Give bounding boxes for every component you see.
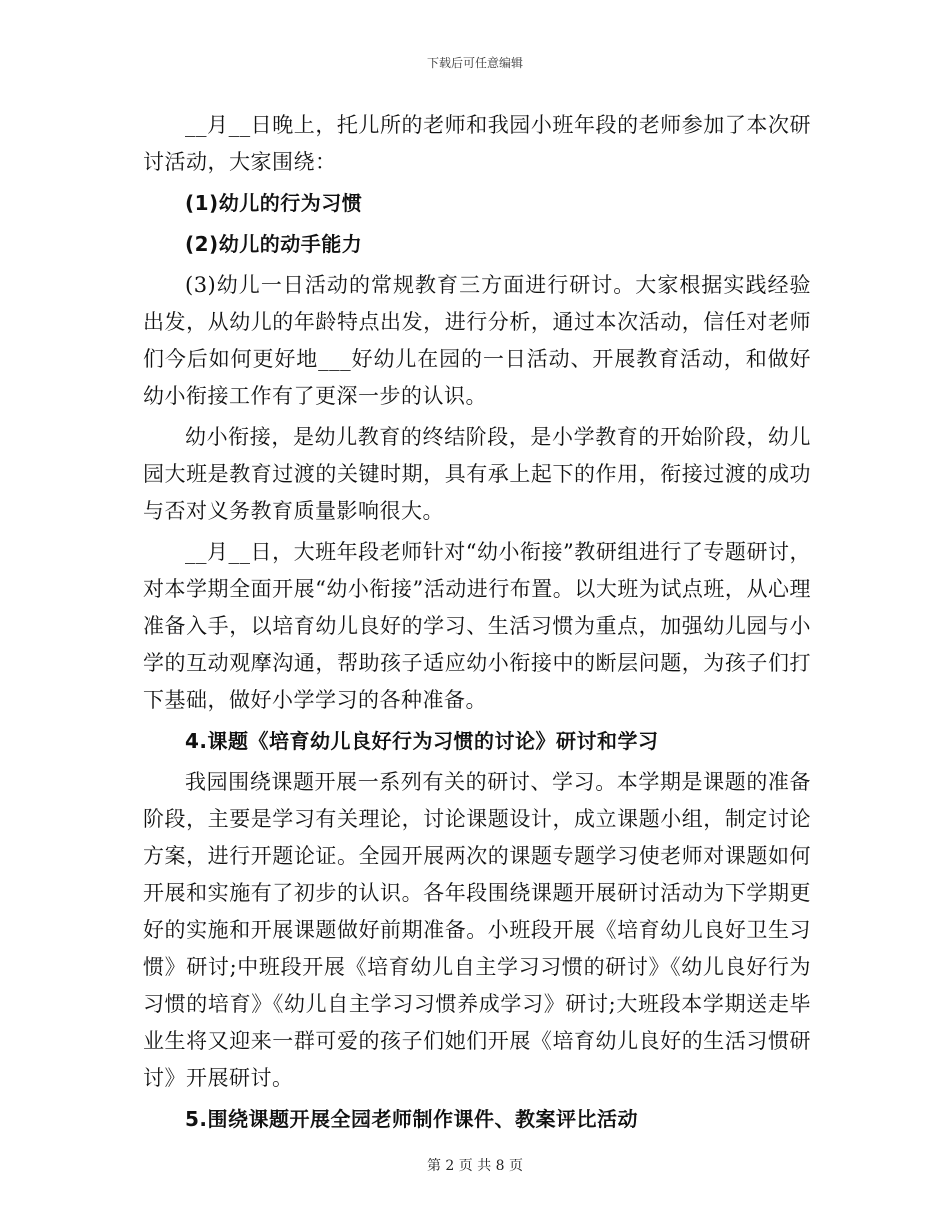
page-footer: 第 2 页 共 8 页 bbox=[426, 1158, 524, 1174]
section-heading-4: 4.课题《培育幼儿良好行为习惯的讨论》研讨和学习 bbox=[185, 729, 659, 753]
section-heading-5: 5.围绕课题开展全园老师制作课件、教案评比活动 bbox=[185, 1107, 639, 1131]
paragraph-intro: __月__日晚上，托儿所的老师和我园小班年段的老师参加了本次研讨活动，大家围绕： bbox=[143, 113, 811, 174]
paragraph-transition-seminar: __月__日，大班年段老师针对“幼小衔接”教研组进行了专题研讨，对本学期全面开展“幼小衔接”活动进行布置。以大班为试点班，从心理准备入手，以培育幼儿良好的学习、生活习惯为重点，加强幼儿园与小学的互动观摩沟通，帮助孩子适应幼小衔接中的断层问题，为孩子们打下基础，做好小学学习的各种准备。 bbox=[143, 540, 811, 712]
page-header: 下载后可任意编辑 bbox=[426, 56, 523, 70]
paragraph-transition: 幼小衔接，是幼儿教育的终结阶段，是小学教育的开始阶段，幼儿园大班是教育过渡的关键时期，具有承上起下的作用，衔接过渡的成功与否对义务教育质量影响很大。 bbox=[143, 425, 811, 523]
document-body bbox=[143, 107, 811, 1142]
paragraph-research-topic: 我园围绕课题开展一系列有关的研讨、学习。本学期是课题的准备阶段，主要是学习有关理论，讨论课题设计，成立课题小组，制定讨论方案，进行开题论证。全园开展两次的课题专题学习使老师对课题如何开展和实施有了初步的认识。各年段围绕课题开展研讨活动为下学期更好的实施和开展课题做好前期准备。小班段开展《培育幼儿良好卫生习惯》研讨;中班段开展《培育幼儿自主学习习惯的研讨》《幼儿良好行为习惯的培育》《幼儿自主学习习惯养成学习》研讨;大班段本学期送走毕业生将又迎来一群可爱的孩子们她们开展《培育幼儿良好的生活习惯研讨》开展研讨。 bbox=[143, 770, 811, 1090]
paragraph-daily-routine: (3)幼儿一日活动的常规教育三方面进行研讨。大家根据实践经验出发，从幼儿的年龄特点出发，进行分析，通过本次活动，信任对老师们今后如何更好地___好幼儿在园的一日活动、开展教育活动，和做好幼小衔接工作有了更深一步的认识。 bbox=[143, 273, 811, 408]
list-item-hands-on-ability: (2)幼儿的动手能力 bbox=[185, 232, 363, 256]
list-item-behavior-habits: (1)幼儿的行为习惯 bbox=[185, 191, 363, 215]
